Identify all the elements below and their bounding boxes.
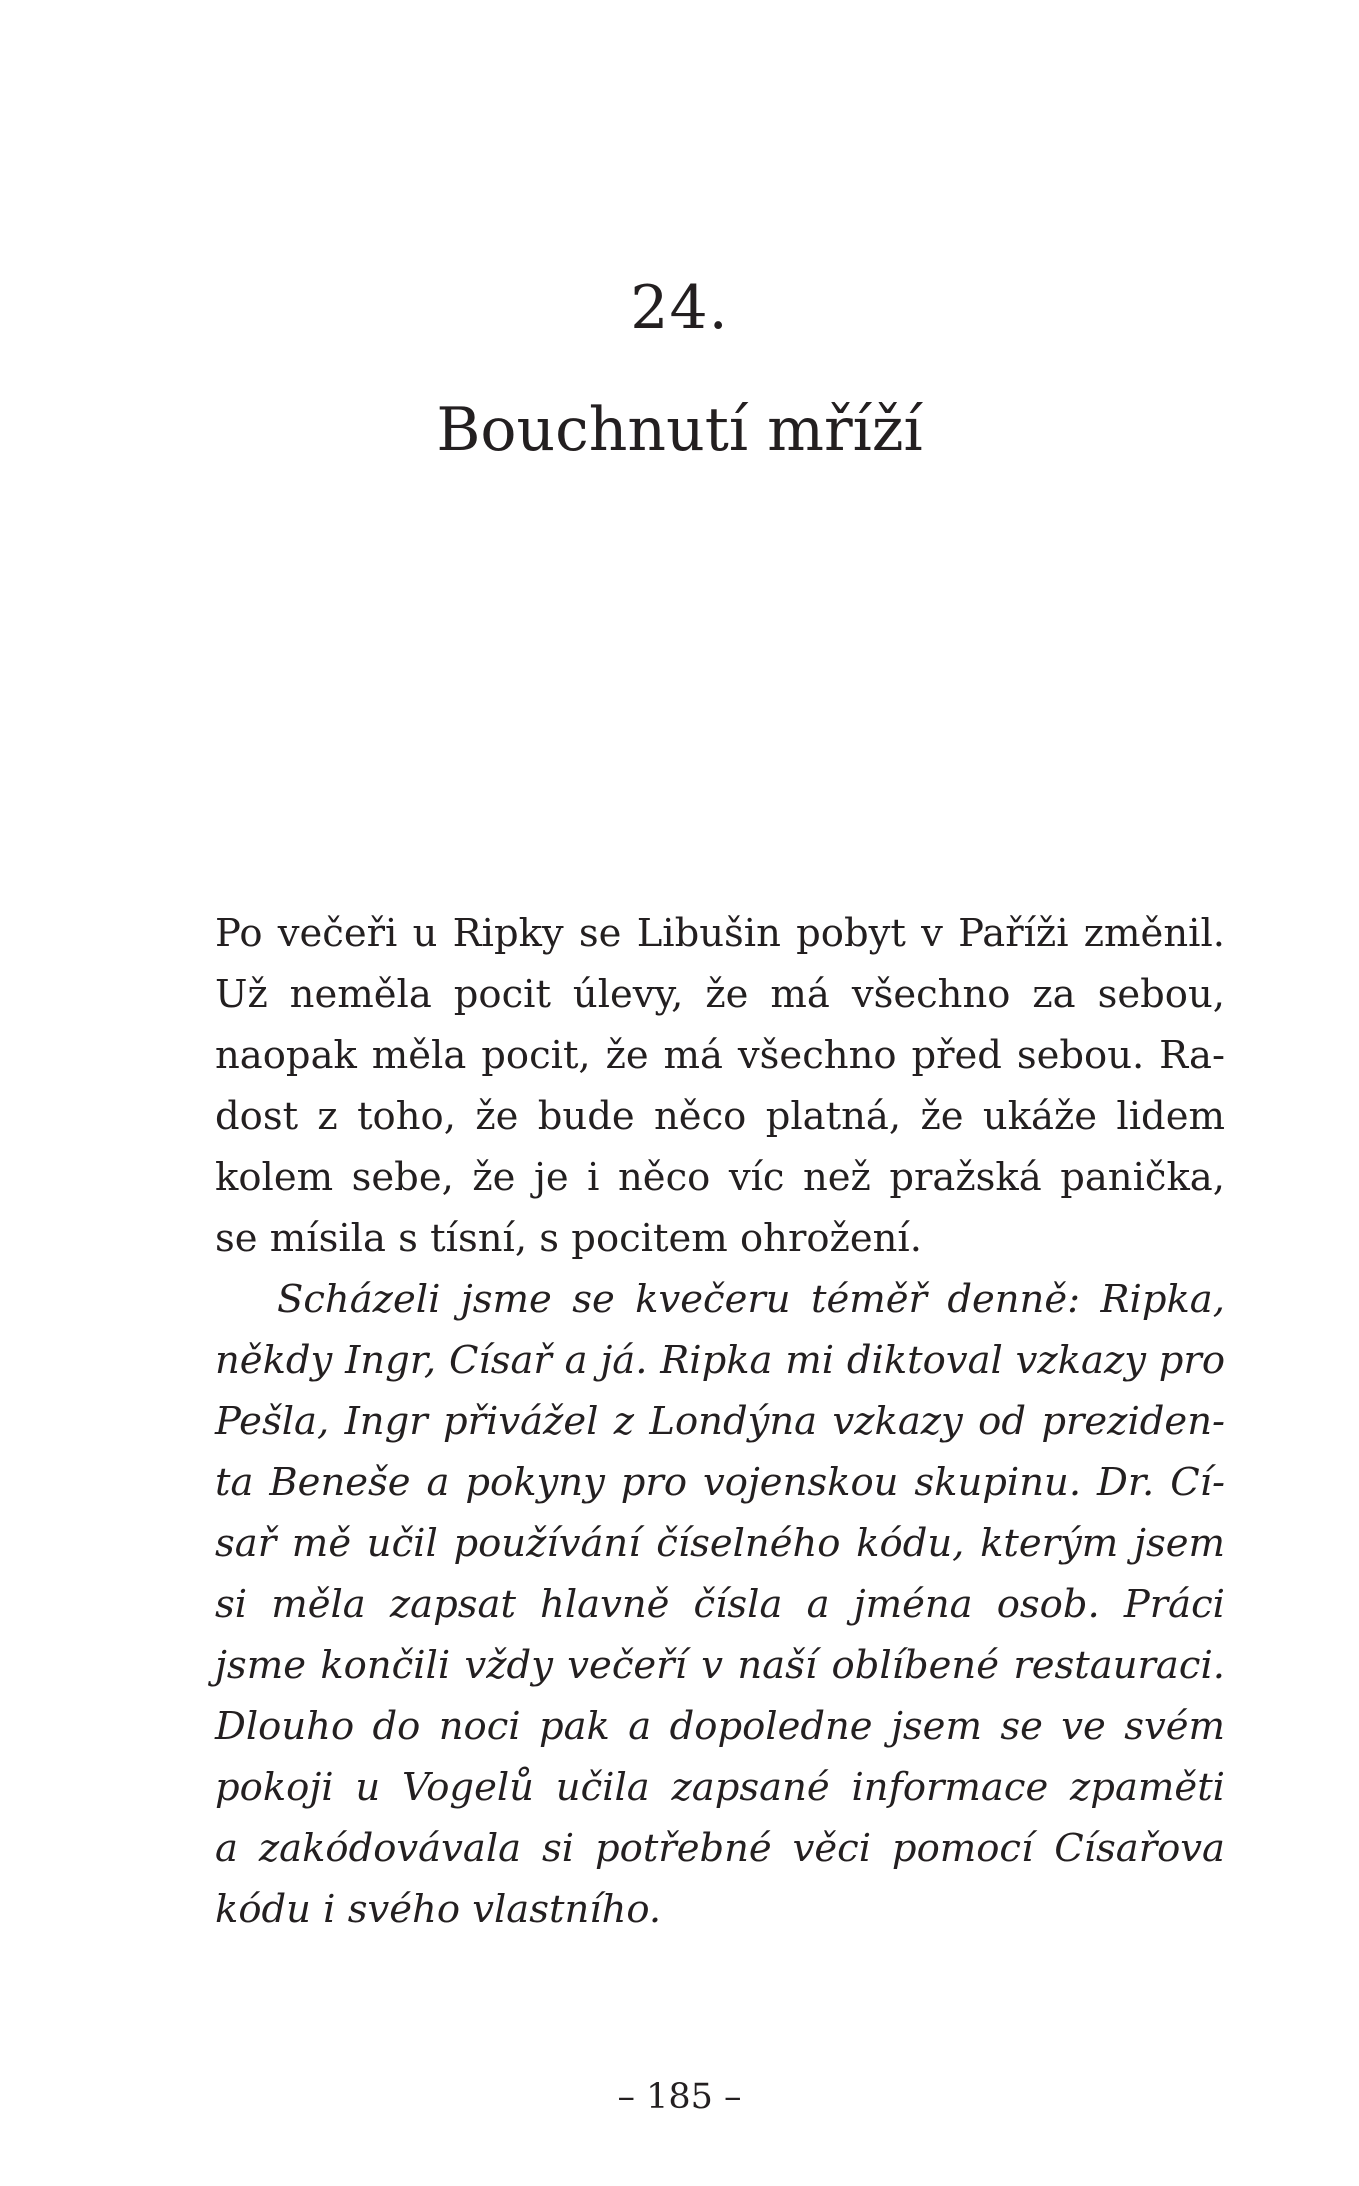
text-line: se mísila s tísní, s pocitem ohrožení. xyxy=(215,1216,922,1261)
page-number: – 185 – xyxy=(617,2077,742,2117)
text-line: Už neměla pocit úlevy, že má všechno za sebou, xyxy=(215,972,1225,1017)
text-line: někdy Ingr, Císař a já. Ripka mi diktoval vzkazy pro xyxy=(215,1338,1225,1383)
text-line: dost z toho, že bude něco platná, že ukáže lidem xyxy=(215,1094,1225,1139)
text-line: naopak měla pocit, že má všechno před sebou. Ra- xyxy=(215,1033,1225,1078)
text-line: si měla zapsat hlavně čísla a jména osob. Práci xyxy=(215,1582,1225,1627)
chapter-number: 24. xyxy=(630,273,729,343)
chapter-title: Bouchnutí mříží xyxy=(436,395,923,465)
text-line: kódu i svého vlastního. xyxy=(215,1887,662,1932)
text-line: ta Beneše a pokyny pro vojenskou skupinu. Dr. Cí- xyxy=(215,1460,1225,1505)
body-text xyxy=(215,903,1225,1940)
text-line: Po večeři u Ripky se Libušin pobyt v Paříži změnil. xyxy=(215,911,1225,956)
text-line: a zakódovávala si potřebné věci pomocí Císařova xyxy=(215,1826,1225,1871)
text-line: Dlouho do noci pak a dopoledne jsem se ve svém xyxy=(215,1704,1225,1749)
text-line: Pešla, Ingr přivážel z Londýna vzkazy od preziden- xyxy=(215,1399,1225,1444)
paragraph-1 xyxy=(215,903,1225,1269)
text-line: jsme končili vždy večeří v naší oblíbené restauraci. xyxy=(215,1643,1225,1688)
text-line: Scházeli jsme se kvečeru téměř denně: Ripka, xyxy=(277,1277,1225,1322)
text-line: sař mě učil používání číselného kódu, kterým jsem xyxy=(215,1521,1225,1566)
text-line: kolem sebe, že je i něco víc než pražská panička, xyxy=(215,1155,1225,1200)
paragraph-2 xyxy=(215,1269,1225,1940)
text-line: pokoji u Vogelů učila zapsané informace zpaměti xyxy=(215,1765,1225,1810)
